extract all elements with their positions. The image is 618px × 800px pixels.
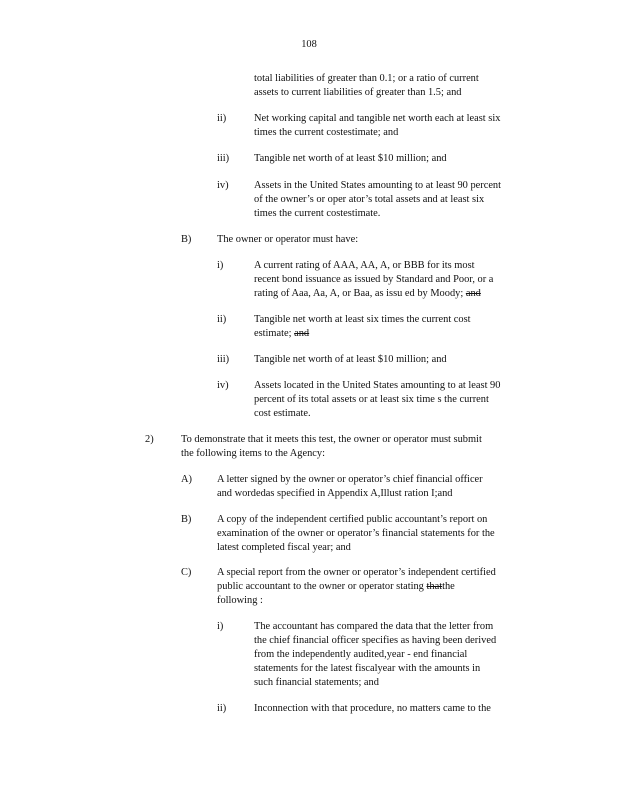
item-text: cost estimate.: [254, 408, 311, 419]
paragraph-marker: 2): [145, 434, 154, 445]
item-marker: A): [181, 474, 192, 485]
item-marker: iii): [217, 153, 230, 164]
item-text: A letter signed by the owner or operator’s chief financial officer: [217, 474, 483, 485]
item-text: the chief financial officer specifies as having been derived: [254, 635, 497, 646]
item-marker: iv): [217, 180, 229, 191]
item-text-line: [217, 580, 455, 593]
item-text: of the owner’s or oper ator’s total assets and at least six: [254, 194, 485, 205]
item-text: such financial statements; and: [254, 677, 379, 688]
item-text: Net working capital and tangible net worth each at least six: [254, 113, 501, 124]
item-marker: iii): [217, 354, 230, 365]
item-text: rating of Aaa, Aa, A, or Baa, as issu ed by Moody;: [254, 288, 464, 299]
item-marker: i): [217, 260, 224, 271]
paragraph-text: the following items to the Agency:: [181, 448, 326, 459]
item-text: Assets located in the United States amounting to at least 90: [254, 380, 501, 391]
item-text: times the current costestimate; and: [254, 127, 399, 138]
item-text: from the independently audited,year - end financial: [254, 649, 468, 660]
item-text: Tangible net worth of at least $10 million; and: [254, 153, 447, 164]
item-marker: C): [181, 567, 192, 578]
item-text: A special report from the owner or operator’s independent certified: [217, 567, 496, 578]
item-text: The accountant has compared the data that the letter from: [254, 621, 494, 632]
item-marker: ii): [217, 113, 227, 124]
item-text-line: [254, 287, 481, 300]
item-text: percent of its total assets or at least six time s the current: [254, 394, 489, 405]
item-text: the: [442, 581, 455, 592]
item-text: following :: [217, 595, 263, 606]
item-text: latest completed fiscal year; and: [217, 542, 351, 553]
item-text: times the current costestimate.: [254, 208, 381, 219]
item-marker: i): [217, 621, 224, 632]
item-text: recent bond issuance as issued by Standard and Poor, or a: [254, 274, 494, 285]
paragraph-text: To demonstrate that it meets this test, the owner or operator must submit: [181, 434, 482, 445]
item-text: A copy of the independent certified public accountant’s report on: [217, 514, 488, 525]
section-marker: B): [181, 234, 192, 245]
struck-text: and: [294, 328, 310, 339]
item-marker: ii): [217, 703, 227, 714]
item-text-line: [254, 327, 309, 340]
item-text: A current rating of AAA, AA, A, or BBB for its most: [254, 260, 475, 271]
section-text: The owner or operator must have:: [217, 234, 359, 245]
item-marker: iv): [217, 380, 229, 391]
continuation-line: total liabilities of greater than 0.1; or a ratio of current: [254, 73, 479, 84]
struck-text: and: [465, 288, 481, 299]
item-text: Tangible net worth of at least $10 million; and: [254, 354, 447, 365]
struck-text: that: [426, 581, 443, 592]
item-text: examination of the owner or operator’s financial statements for the: [217, 528, 495, 539]
item-text: Assets in the United States amounting to at least 90 percent: [254, 180, 502, 191]
item-marker: ii): [217, 314, 227, 325]
page-number: 108: [301, 39, 317, 50]
item-text: and wordedas specified in Appendix A,Illust ration I;and: [217, 488, 453, 499]
item-text: Inconnection with that procedure, no matters came to the: [254, 703, 491, 714]
item-marker: B): [181, 514, 192, 525]
item-text: estimate;: [254, 328, 292, 339]
continuation-line: assets to current liabilities of greater than 1.5; and: [254, 87, 462, 98]
item-text: public accountant to the owner or operator stating: [217, 581, 424, 592]
item-text: Tangible net worth at least six times the current cost: [254, 314, 471, 325]
item-text: statements for the latest fiscalyear with the amounts in: [254, 663, 481, 674]
